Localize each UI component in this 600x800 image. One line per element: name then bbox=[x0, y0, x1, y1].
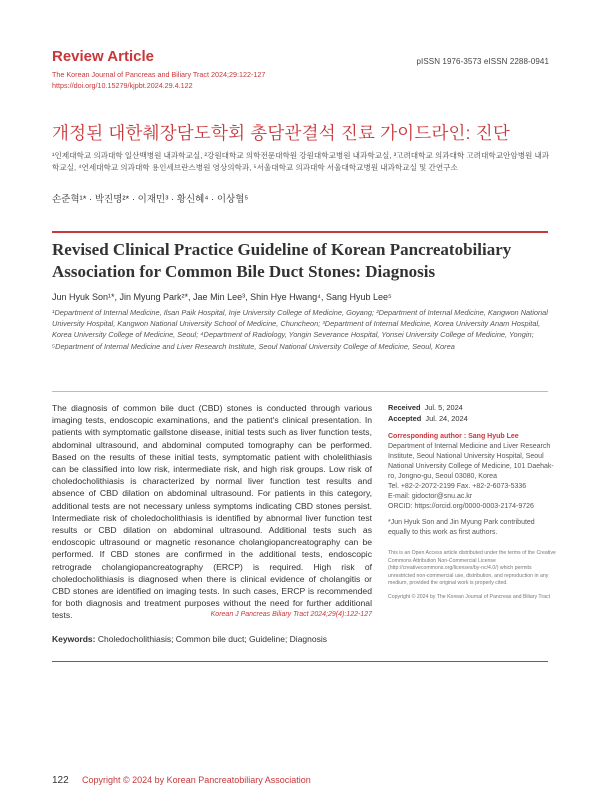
title-divider bbox=[52, 231, 548, 233]
footer-copyright: Copyright © 2024 by Korean Pancreatobiliary Association bbox=[82, 775, 311, 785]
doi-link[interactable]: https://doi.org/10.15279/kjpbt.2024.29.4.122 bbox=[52, 81, 193, 90]
article-type-label: Review Article bbox=[52, 48, 154, 65]
section-divider bbox=[52, 391, 548, 392]
abstract-text: The diagnosis of common bile duct (CBD) stones is conducted through various imaging tests, endoscopic examinations, and the patient's clinical presentation. In patients with symptomatic gallstone disease, initial tests such as liver function tests, abdominal ultrasound, and abdominal computed tomography can be performed. Based on the results of these initial tests, symptomatic patient with cholelithiasis can be classified into low risk, intermediate risk, and high risk groups. Low risk of choledocholithiasis is characterized by normal liver function test results and absence of CBD dilation on abdominal ultrasound. For patients in this category, additional tests are not necessary unless symptoms indicating CBD stones persist. Intermediate risk of choledocholithiasis is identified by abnormal liver function test results or CBD dilation on abdominal ultrasound. Additional tests such as endoscopic ultrasound or magnetic resonance cholangiopancreatography can be performed. If CBD stones are confirmed in the additional tests, endoscopic retrograde cholangiopancreatography (ERCP) is required. High risk of choledocholithiasis is diagnosed when there is clinical evidence of cholangitis or CBD stones are identified on imaging tests. In such cases, ERCP is recommended for both diagnosis and treatment purposes without the need for further additional tests. bbox=[52, 403, 372, 621]
korean-title: 개정된 대한췌장담도학회 총담관결석 진료 가이드라인: 진단 bbox=[52, 123, 510, 143]
corresponding-email[interactable]: E-mail: gidoctor@snu.ac.kr bbox=[388, 493, 473, 500]
corresponding-tel: Tel. +82-2-2072-2199 Fax. +82-2-6073-5336 bbox=[388, 483, 527, 490]
keywords-label: Keywords: bbox=[52, 634, 96, 644]
sidebar-copyright: Copyright © 2024 by The Korean Journal of Pancreas and Biliary Tract bbox=[388, 593, 551, 600]
corresponding-author-label: Corresponding author : Sang Hyub Lee bbox=[388, 433, 519, 440]
corresponding-address: Department of Internal Medicine and Liver Research Institute, Seoul National University Hospital, Seoul National University College of Medicine, 101 Daehak-ro, Jongno-gu, Seoul 03080, Korea bbox=[388, 443, 554, 480]
abstract-citation: Korean J Pancreas Biliary Tract 2024;29(4):122-127 bbox=[210, 611, 372, 618]
accepted-line bbox=[388, 413, 556, 424]
journal-citation: The Korean Journal of Pancreas and Biliary Tract 2024;29:122-127 bbox=[52, 70, 266, 79]
received-line bbox=[388, 402, 556, 413]
received-date: Jul. 5, 2024 bbox=[424, 403, 463, 412]
korean-authors: 손준혁¹* · 박진명²* · 이재민³ · 황신혜⁴ · 이상협⁵ bbox=[52, 194, 249, 205]
accepted-date: Jul. 24, 2024 bbox=[425, 414, 468, 423]
keywords bbox=[52, 634, 327, 644]
corresponding-orcid[interactable]: ORCID: https://orcid.org/0000-0003-2174-9726 bbox=[388, 503, 534, 510]
keywords-divider bbox=[52, 661, 548, 662]
english-title: Revised Clinical Practice Guideline of Korean Pancreatobiliary Association for Common Bile Duct Stones: Diagnosis bbox=[52, 240, 512, 281]
accepted-label: Accepted bbox=[388, 414, 422, 423]
keywords-text: Choledocholithiasis; Common bile duct; Guideline; Diagnosis bbox=[97, 634, 327, 644]
equal-contribution-note: *Jun Hyuk Son and Jin Myung Park contributed equally to this work as first authors. bbox=[388, 519, 535, 536]
korean-affiliations: ¹인제대학교 의과대학 일산백병원 내과학교실, ²강원대학교 의학전문대학원 강원대학교병원 내과학교실, ³고려대학교 의과대학 고려대학교안암병원 내과학교실, ⁴연세대학교 의과대학 용인세브란스병원 영상의학과, ⁵서울대학교 의과대학 서울대학교병원 내과학교실 및 간연구소 bbox=[52, 151, 550, 172]
english-authors: Jun Hyuk Son¹*, Jin Myung Park²*, Jae Min Lee³, Shin Hye Hwang⁴, Sang Hyub Lee⁵ bbox=[52, 292, 392, 302]
article-info-sidebar bbox=[388, 402, 556, 602]
issn-text: pISSN 1976-3573 eISSN 2288-0941 bbox=[416, 57, 549, 66]
page-number: 122 bbox=[52, 775, 69, 786]
license-note: This is an Open Access article distributed under the terms of the Creative Commons Attribution Non-Commercial License (http://creativecommons.org/licenses/by-nc/4.0/) which permits unrestricted non-commercial use, distribution, and reproduction in any medium, provided the original work is properly cited. bbox=[388, 550, 556, 587]
english-affiliations: ¹Department of Internal Medicine, Ilsan Paik Hospital, Inje University College of Medicine, Goyang; ²Department of Internal Medicine, Kangwon National University Hospital, Kangwon National University School of Medicine, Chuncheon; ³Department of Internal Medicine, Korea University Anam Hospital, Korea University College of Medicine, Seoul; ⁴Department of Radiology, Yongin Severance Hospital, Yonsei University College of Medicine, Yongin; ⁵Department of Internal Medicine and Liver Research Institute, Seoul National University College of Medicine, Seoul, Korea bbox=[52, 308, 548, 351]
received-label: Received bbox=[388, 403, 421, 412]
